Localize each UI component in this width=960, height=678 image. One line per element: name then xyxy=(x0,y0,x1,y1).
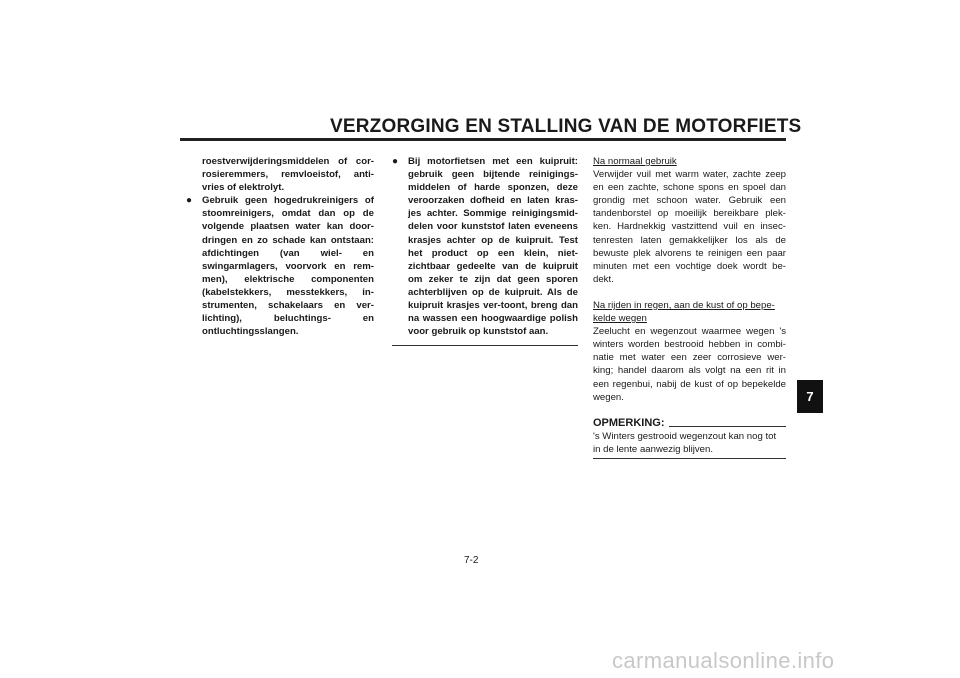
section-heading: Na rijden in regen, aan de kust of op bepe-kelde wegen xyxy=(593,299,775,325)
section-text: Verwijder vuil met warm water, zachte zeep en een zachte, schone spons en spoel dan grondig met schoon water. Gebruik een tandenborstel op moeilijk bereikbare plek-ken. Hardnekkig vastzittend vuil en insec-tenresten laten gemakkelijker los als de bewuste plek alvorens te reinigen een paar minuten met een vochtige doek wordt be-dekt. xyxy=(593,169,786,285)
watermark: carmanualsonline.info xyxy=(612,648,835,673)
note-box xyxy=(593,417,786,459)
note-bottom-rule xyxy=(593,458,786,459)
section-normal-use xyxy=(593,155,786,286)
bullet-text: Gebruik geen hogedrukreinigers of stoomreinigers, omdat dan op de volgende plaatsen water kan door-dringen en zo schade kan ontstaan: afdichtingen (van wiel- en swingarmlagers, voorvork en rem-men), elektrische componenten (kabelstekkers, messtekkers, in-strumenten, schakelaars en ver-lichting), beluchtings- en ontluchtingsslangen. xyxy=(202,195,374,338)
title-rule xyxy=(180,138,786,141)
note-label: OPMERKING: xyxy=(593,416,665,429)
bullet-icon: ● xyxy=(186,195,193,207)
page-title: VERZORGING EN STALLING VAN DE MOTORFIETS xyxy=(330,116,802,137)
page-number: 7-2 xyxy=(464,555,479,566)
note-header xyxy=(593,417,786,430)
column-middle xyxy=(392,155,578,338)
bullet-text: Bij motorfietsen met een kuipruit: gebruik geen bijtende reinigings-middelen of harde sponzen, deze veroorzaken dofheid en laten kras-jes achter. Sommige reinigingsmid-delen voor kunststof laten eveneens krasjes achter op de kuipruit. Test het product op een klein, niet-zichtbaar gedeelte van de kuipruit om zeker te zijn dat geen sporen achterblijven op de kuipruit. Als de kuipruit krasjes ver-toont, breng dan na wassen een hoogwaardige polish voor gebruik op kunststof aan. xyxy=(408,156,578,338)
bullet-item-pressure-washers xyxy=(186,194,374,338)
column-right xyxy=(593,155,786,459)
bullet-icon: ● xyxy=(392,156,399,167)
column-middle-end-rule xyxy=(392,345,578,346)
section-text: Zeelucht en wegenzout waarmee wegen 's winters worden bestrooid hebben in combi-natie met water een zeer corrosieve wer-king; handel daarom als volgt na een rit in een regenbui, nabij de kust of op bepekelde wegen. xyxy=(593,326,786,403)
column-left xyxy=(186,155,374,338)
bullet-item-windscreen xyxy=(392,155,578,338)
section-heading: Na normaal gebruik xyxy=(593,156,677,167)
continued-paragraph: roestverwijderingsmiddelen of cor-rosieremmers, remvloeistof, anti-vries of elektrolyt. xyxy=(202,156,374,194)
section-rain-coast xyxy=(593,299,786,404)
note-header-line xyxy=(669,426,787,427)
note-text: 's Winters gestrooid wegenzout kan nog tot in de lente aanwezig blijven. xyxy=(593,430,777,455)
chapter-tab: 7 xyxy=(797,380,823,413)
